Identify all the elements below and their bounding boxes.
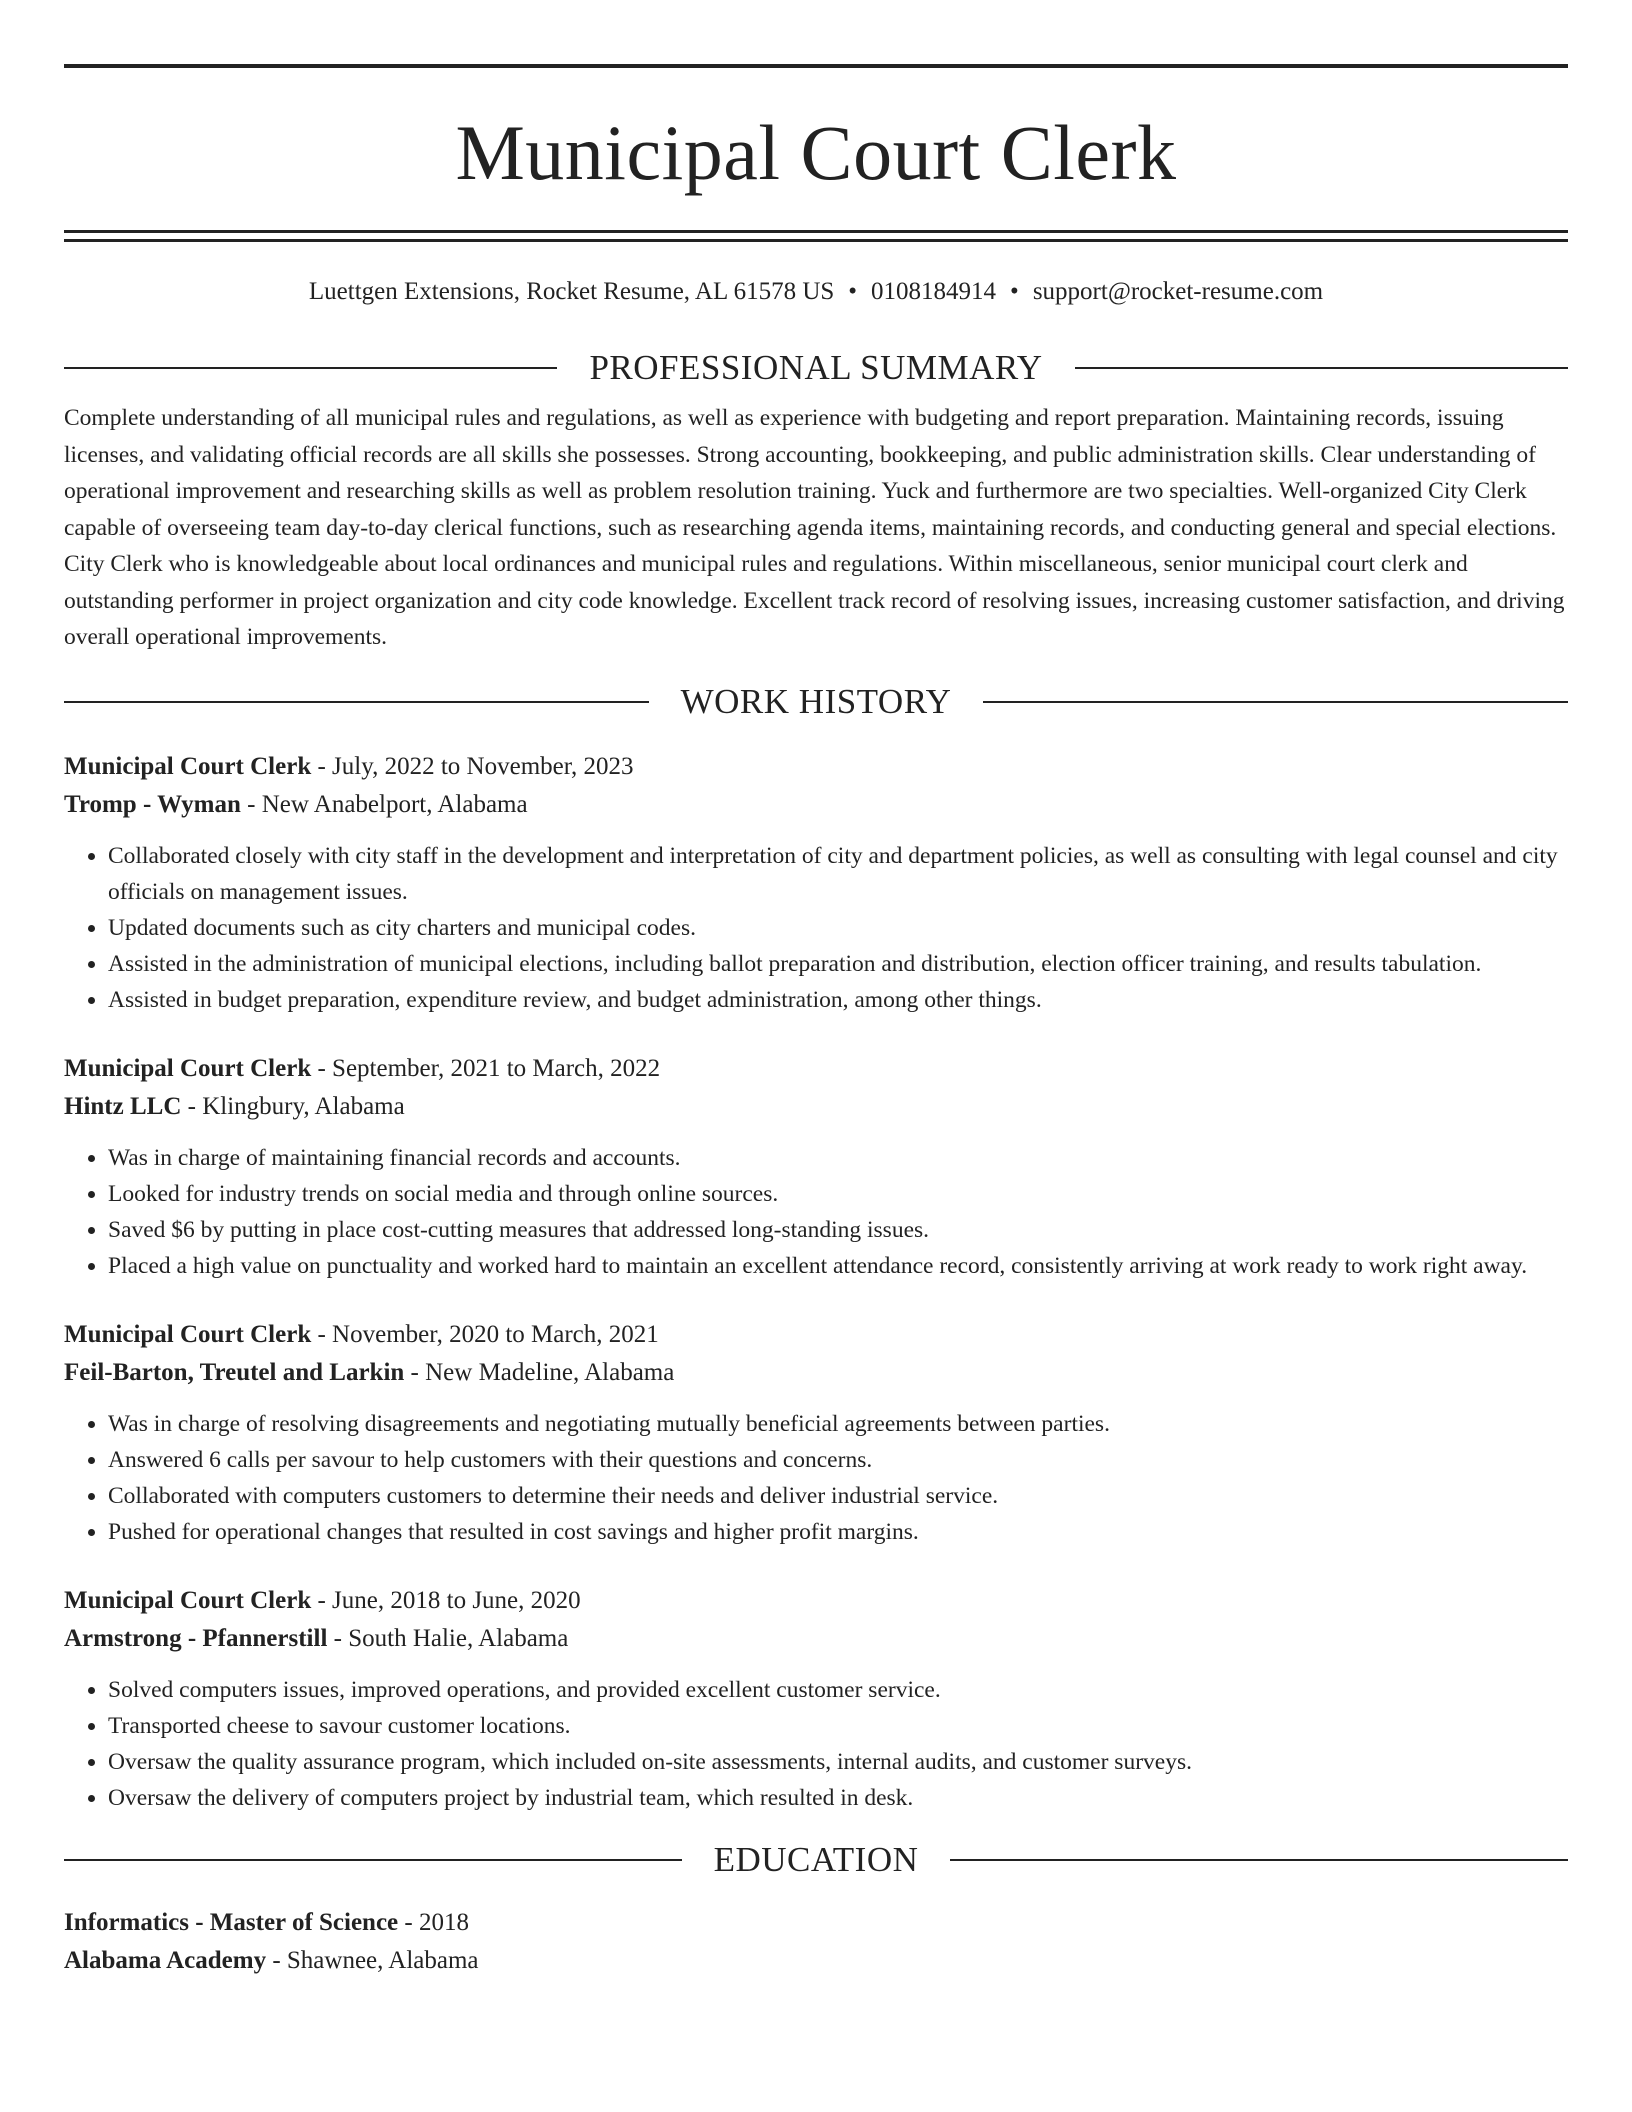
job-dates: June, 2018 to June, 2020 [332, 1586, 581, 1614]
heading-rule-right [983, 701, 1568, 703]
job-title-line [64, 1316, 1568, 1354]
education-section-heading [64, 1840, 1568, 1880]
job-bullet: • Oversaw the delivery of computers project by industrial team, which resulted in desk. [108, 1780, 1568, 1816]
job-dash: - [327, 1624, 349, 1652]
contact-separator: • [1010, 278, 1019, 305]
education-year: 2018 [418, 1908, 469, 1936]
job-company-line [64, 1620, 1568, 1658]
job-company: Feil-Barton, Treutel and Larkin [64, 1358, 405, 1386]
education-degree-line [64, 1904, 1568, 1942]
job-location: South Halie, Alabama [348, 1624, 569, 1652]
job-dates: November, 2020 to March, 2021 [332, 1320, 659, 1348]
education-entry [64, 1904, 1568, 1980]
job-bullet: • Saved $6 by putting in place cost-cutting measures that addressed long-standing issues. [108, 1212, 1568, 1248]
work-heading: WORK HISTORY [680, 681, 952, 721]
summary-text: Complete understanding of all municipal rules and regulations, as well as experience with budgeting and report preparation. Maintaining records, issuing licenses, and validating official records are all skills she possesses. Strong accounting, bookkeeping, and public administration skills. Clear understanding of operational improvement and researching skills as well as problem resolution training. Yuck and furthermore are two specialties. Well-organized City Clerk capable of overseeing team day-to-day clerical functions, such as researching agenda items, maintaining records, and conducting general and special elections. City Clerk who is knowledgeable about local ordinances and municipal rules and regulations. Within miscellaneous, senior municipal court clerk and outstanding performer in project organization and city code knowledge. Excellent track record of resolving issues, increasing customer satisfaction, and driving overall operational improvements. [64, 405, 1565, 650]
contact-email: support@rocket-resume.com [1032, 278, 1324, 305]
education-school: Alabama Academy [64, 1946, 267, 1974]
job-location: New Madeline, Alabama [425, 1358, 675, 1386]
heading-rule-right [1075, 367, 1568, 369]
education-list [64, 1904, 1568, 1980]
resume-title: Municipal Court Clerk [455, 109, 1177, 196]
job-company: Tromp - Wyman [64, 790, 241, 818]
education-heading: EDUCATION [713, 1839, 919, 1879]
education-location: Shawnee, Alabama [286, 1946, 479, 1974]
education-dash: - [266, 1946, 287, 1974]
education-degree: Informatics - Master of Science [64, 1908, 399, 1936]
job-title-line [64, 1582, 1568, 1620]
job-dash: - [311, 1054, 333, 1082]
job-entry [64, 1582, 1568, 1816]
job-dash: - [181, 1092, 203, 1120]
job-bullet: • Answered 6 calls per savour to help customers with their questions and concerns. [108, 1442, 1568, 1478]
job-bullets [64, 1672, 1568, 1816]
job-title: Municipal Court Clerk [64, 1320, 312, 1348]
job-dates: September, 2021 to March, 2022 [332, 1054, 661, 1082]
job-location: Klingbury, Alabama [202, 1092, 405, 1120]
education-school-line [64, 1942, 1568, 1980]
job-dash: - [240, 790, 262, 818]
job-bullet: • Collaborated with computers customers to determine their needs and deliver industrial service. [108, 1478, 1568, 1514]
job-entry [64, 1050, 1568, 1284]
job-company-line [64, 1354, 1568, 1392]
job-bullet: • Pushed for operational changes that resulted in cost savings and higher profit margins. [108, 1514, 1568, 1550]
title-double-rule [64, 230, 1568, 242]
job-bullets [64, 1140, 1568, 1284]
job-entry [64, 1316, 1568, 1550]
job-bullet: • Transported cheese to savour customer locations. [108, 1708, 1568, 1744]
education-dash: - [398, 1908, 419, 1936]
job-bullet: • Updated documents such as city charters and municipal codes. [108, 910, 1568, 946]
job-title: Municipal Court Clerk [64, 752, 312, 780]
job-bullets [64, 1406, 1568, 1550]
work-section-heading [64, 682, 1568, 722]
job-company-line [64, 1088, 1568, 1126]
job-title: Municipal Court Clerk [64, 1054, 312, 1082]
resume-page [64, 64, 1568, 1980]
job-dash: - [311, 752, 333, 780]
job-title-line [64, 1050, 1568, 1088]
contact-phone: 0108184914 [871, 278, 997, 305]
job-bullet: • Assisted in budget preparation, expenditure review, and budget administration, among other things. [108, 982, 1568, 1018]
job-bullet: • Placed a high value on punctuality and worked hard to maintain an excellent attendance record, consistently arriving at work ready to work right away. [108, 1248, 1568, 1284]
heading-rule-left [64, 1859, 682, 1861]
job-title: Municipal Court Clerk [64, 1586, 312, 1614]
job-bullet: • Collaborated closely with city staff in the development and interpretation of city and department policies, as well as consulting with legal counsel and city officials on management issues. [108, 838, 1568, 910]
heading-rule-right [950, 1859, 1568, 1861]
job-dates: July, 2022 to November, 2023 [332, 752, 634, 780]
job-location: New Anabelport, Alabama [261, 790, 528, 818]
job-company: Armstrong - Pfannerstill [64, 1624, 328, 1652]
job-bullet: • Oversaw the quality assurance program, which included on-site assessments, internal audits, and customer surveys. [108, 1744, 1568, 1780]
job-dash: - [311, 1586, 333, 1614]
contact-separator: • [848, 278, 858, 305]
job-title-line [64, 748, 1568, 786]
contact-address: Luettgen Extensions, Rocket Resume, AL 61578 US [308, 278, 835, 305]
job-bullet: • Was in charge of maintaining financial records and accounts. [108, 1140, 1568, 1176]
job-dash: - [404, 1358, 426, 1386]
job-entry [64, 748, 1568, 1018]
summary-heading: PROFESSIONAL SUMMARY [589, 348, 1043, 387]
job-bullet: • Solved computers issues, improved operations, and provided excellent customer service. [108, 1672, 1568, 1708]
job-bullet: • Looked for industry trends on social media and through online sources. [108, 1176, 1568, 1212]
work-history-list [64, 748, 1568, 1816]
job-company-line [64, 786, 1568, 824]
job-bullet: • Was in charge of resolving disagreements and negotiating mutually beneficial agreements between parties. [108, 1406, 1568, 1442]
job-dash: - [311, 1320, 333, 1348]
heading-rule-left [64, 367, 557, 369]
job-bullets [64, 838, 1568, 1018]
top-rule [64, 64, 1568, 68]
summary-section-heading [64, 348, 1568, 388]
job-bullet: • Assisted in the administration of municipal elections, including ballot preparation and distribution, election officer training, and results tabulation. [108, 946, 1568, 982]
heading-rule-left [64, 701, 649, 703]
job-company: Hintz LLC [64, 1092, 182, 1120]
contact-line [64, 276, 1568, 308]
